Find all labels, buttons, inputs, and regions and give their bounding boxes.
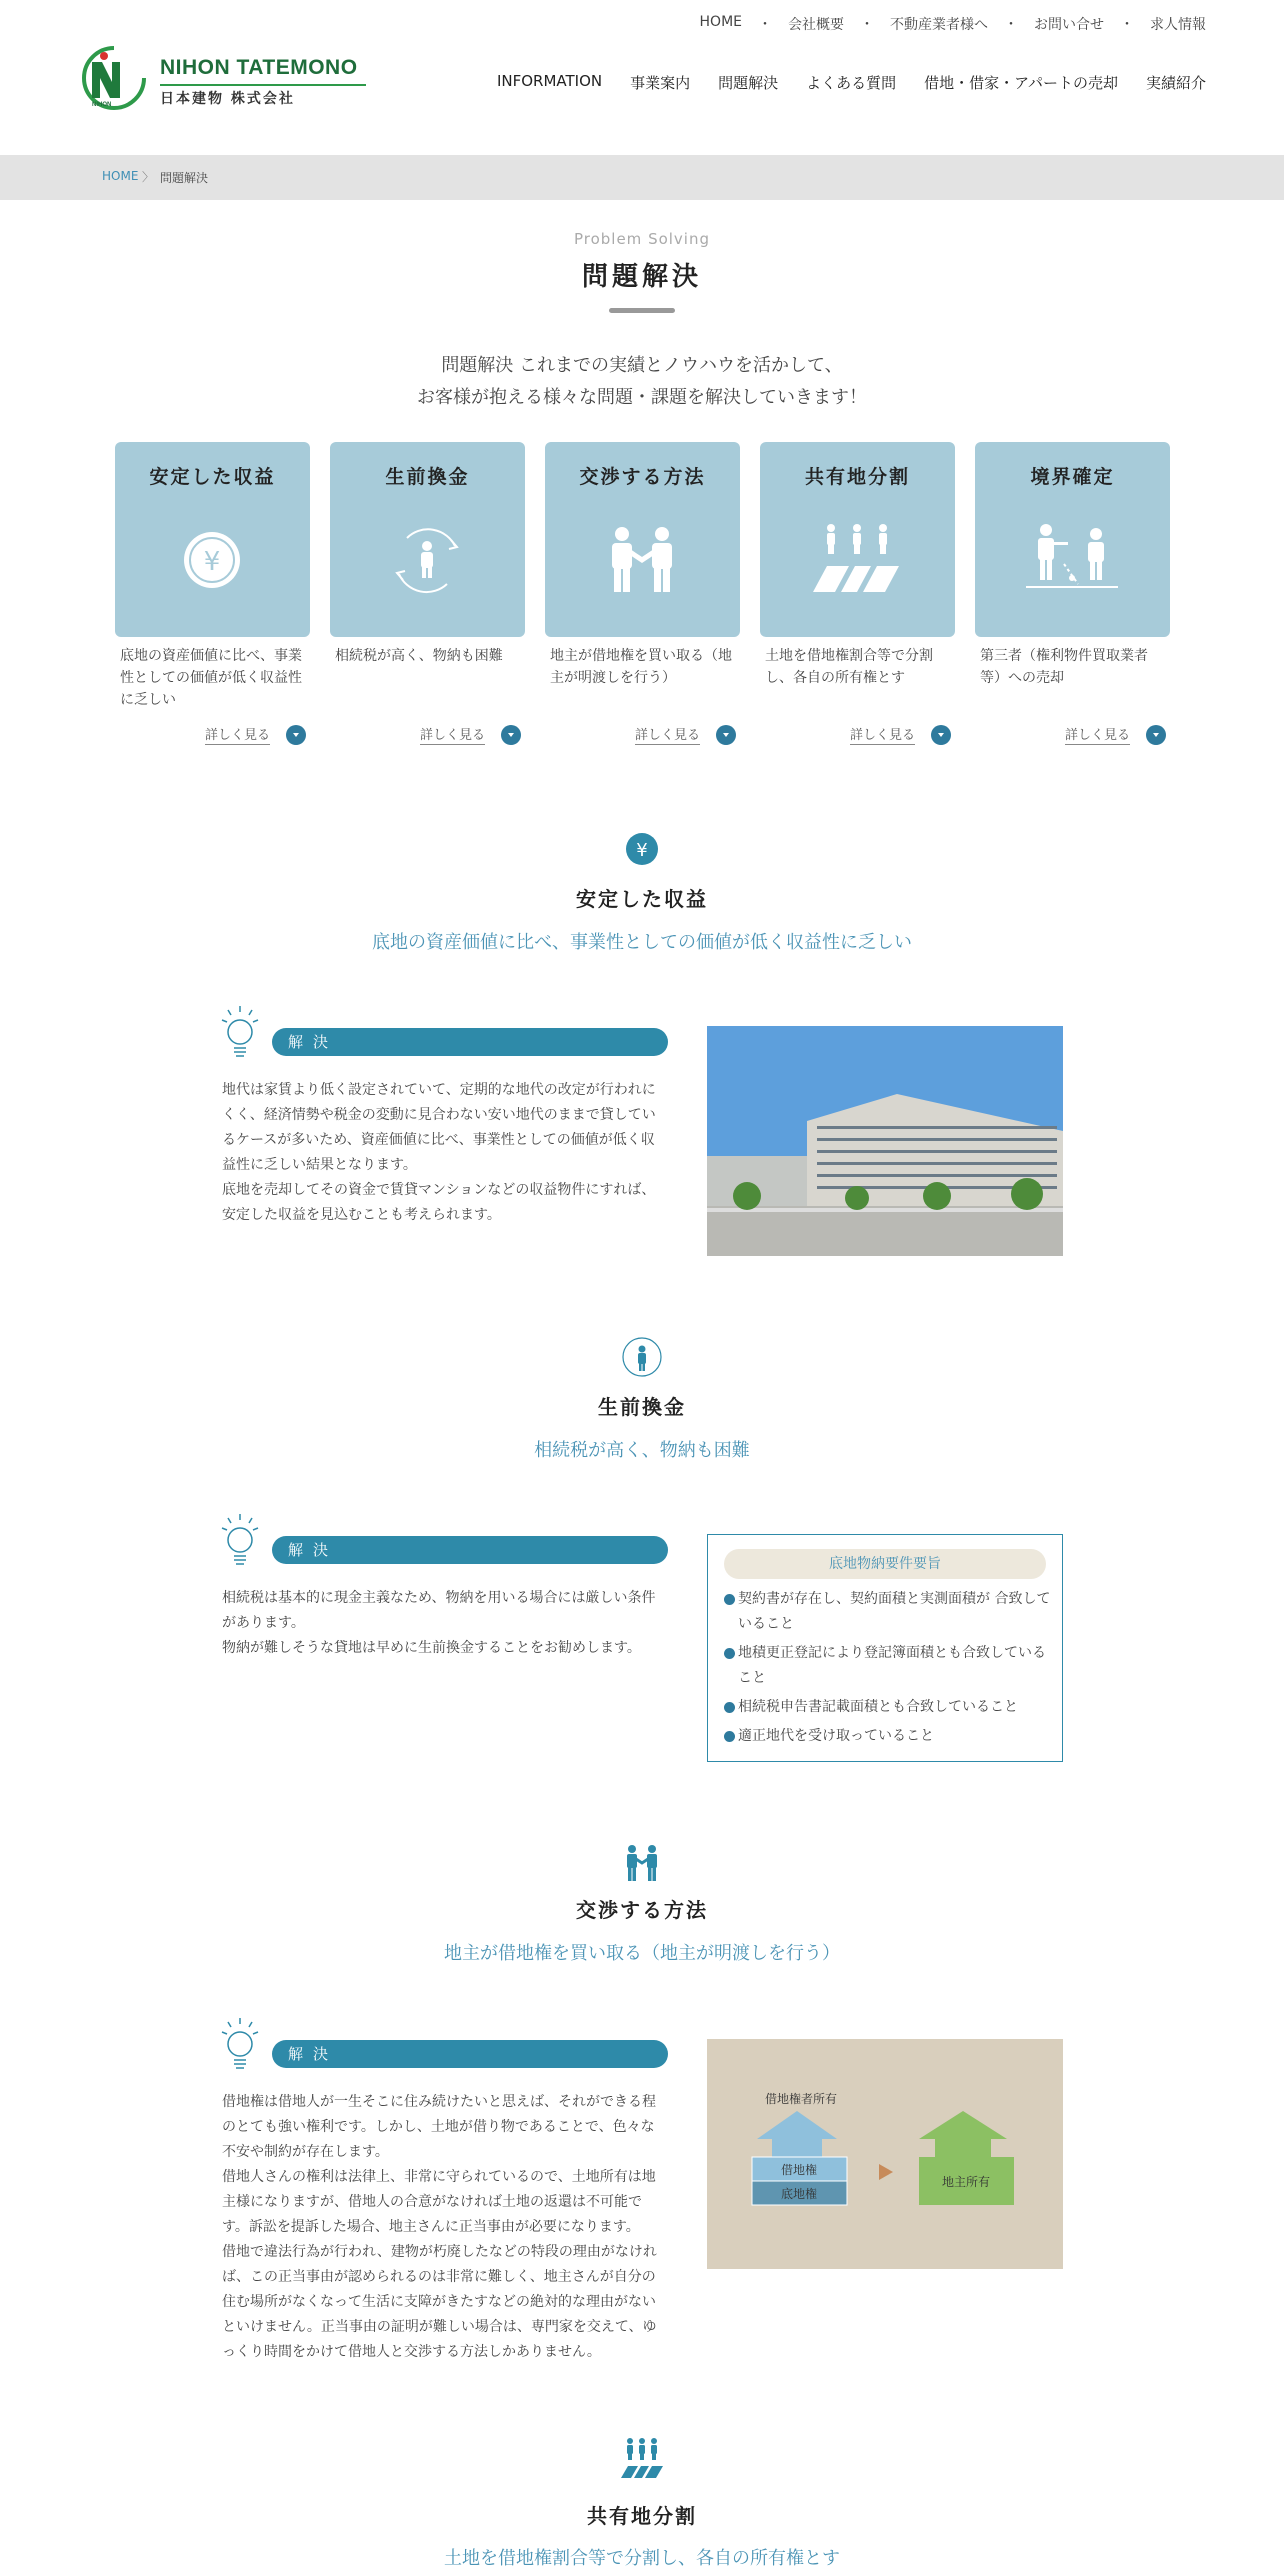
page-subtitle-en: Problem Solving	[573, 230, 711, 248]
card-shared-land[interactable]	[760, 442, 955, 743]
card-title: 交渉する方法	[579, 466, 706, 488]
card-image-box[interactable]	[975, 442, 1170, 637]
more-label[interactable]: 詳しく見る	[205, 724, 270, 745]
page-intro	[0, 350, 1284, 414]
title-underline	[609, 308, 675, 313]
nav-problem-solving[interactable]: 問題解決	[718, 74, 779, 92]
page-title: 問題解決	[581, 262, 702, 292]
diagram-lease-label: 借地権	[780, 2163, 818, 2177]
card-title: 共有地分割	[804, 466, 910, 488]
card-lifetime-cash[interactable]	[330, 442, 525, 743]
chevron-down-icon[interactable]	[931, 725, 951, 745]
card-more-link[interactable]	[205, 724, 306, 745]
util-nav-contact[interactable]: お問い合せ	[1034, 17, 1104, 33]
card-more-link[interactable]	[850, 724, 951, 745]
nav-faq[interactable]: よくある質問	[806, 74, 897, 92]
card-image-box[interactable]	[545, 442, 740, 637]
svg-text:¥: ¥	[636, 840, 648, 861]
main-nav	[497, 72, 1206, 93]
card-image-box[interactable]	[330, 442, 525, 637]
card-description: 底地の資産価値に比べ、事業性としての価値が低く収益性に乏しい	[120, 648, 302, 708]
list-item: 相続税申告書記載面積とも合致していること	[724, 1695, 1054, 1720]
handshake-icon	[617, 1840, 667, 1886]
solution-label: 解決	[272, 2040, 668, 2068]
diagram-owner-label: 借地権者所有	[765, 2092, 838, 2106]
intro-line-2: お客様が抱える様々な問題・課題を解決していきます！	[417, 387, 867, 408]
solution-text: 借地権は借地人が一生そこに住み続けたいと思えば、それができる程のとても強い権利です。しかし、土地が借り物であることで、色々な不安や制約が存在します。 借地人さんの権利は法律上、非常に守られているので、土地所有は地主様になりますが、借地人の合意がなければ土地の返還は不可能です。訴訟を提訴した場合、地主さんに正当事由が必要になります。 借地で違法行為が行われ、建物が朽廃したなどの特段の理由がなければ、この正当事由が認められるのは非常に難しく、地主さんが自分の住む場所がなくなって生活に支障がきたすなどの絶対的な理由がないといけません。正当事由の証明が難しい場合は、専門家を交えて、ゆっくり時間をかけて借地人と交渉する方法しかありません。	[222, 2094, 657, 2360]
util-nav-company[interactable]: 会社概要	[788, 17, 844, 33]
card-image-box[interactable]	[115, 442, 310, 637]
breadcrumb-separator: 〉	[142, 170, 155, 184]
nav-separator: ・	[758, 17, 772, 33]
person-cycle-icon	[377, 520, 477, 600]
chevron-down-icon[interactable]	[716, 725, 736, 745]
chevron-down-icon[interactable]	[501, 725, 521, 745]
yen-coin-icon	[162, 520, 262, 600]
card-description: 土地を借地権割合等で分割し、各自の所有権とす	[765, 648, 933, 686]
breadcrumb-current: 問題解決	[160, 171, 209, 185]
nav-separator: ・	[1120, 17, 1134, 33]
lightbulb-icon	[220, 1512, 260, 1572]
card-stable-income[interactable]	[115, 442, 310, 743]
svg-text:NIHON: NIHON	[92, 102, 112, 108]
land-split-icon	[807, 520, 907, 600]
requirements-box	[707, 1534, 1063, 1762]
util-nav-recruit[interactable]: 求人情報	[1150, 17, 1206, 33]
nav-information[interactable]: INFORMATION	[496, 72, 603, 90]
chevron-down-icon[interactable]	[1146, 725, 1166, 745]
solution-header	[220, 2028, 668, 2068]
section-title: 共有地分割	[587, 2504, 697, 2528]
card-more-link[interactable]	[1065, 724, 1166, 745]
nav-sale[interactable]: 借地・借家・アパートの売却	[924, 74, 1118, 92]
more-label[interactable]: 詳しく見る	[850, 724, 915, 745]
boundary-survey-icon	[1022, 520, 1122, 600]
util-nav-home[interactable]: HOME	[699, 14, 742, 30]
apartment-building-photo	[707, 1026, 1063, 1256]
section-subtitle: 土地を借地権割合等で分割し、各自の所有権とす	[444, 2548, 840, 2568]
svg-text:¥: ¥	[203, 547, 221, 577]
nav-separator: ・	[860, 17, 874, 33]
card-description: 地主が借地権を買い取る（地主が明渡しを行う）	[550, 648, 732, 686]
card-boundary[interactable]	[975, 442, 1170, 743]
solution-header	[220, 1524, 668, 1564]
section-subtitle: 底地の資産価値に比べ、事業性としての価値が低く収益性に乏しい	[372, 932, 912, 953]
leasehold-diagram	[707, 2039, 1063, 2269]
card-negotiation[interactable]	[545, 442, 740, 743]
card-image-box[interactable]	[760, 442, 955, 637]
card-more-link[interactable]	[635, 724, 736, 745]
nav-results[interactable]: 実績紹介	[1145, 74, 1206, 92]
section-title: 生前換金	[598, 1395, 686, 1419]
card-description: 相続税が高く、物納も困難	[335, 648, 503, 664]
nav-business[interactable]: 事業案内	[630, 74, 691, 92]
site-header	[0, 0, 1284, 155]
breadcrumb	[0, 155, 1284, 200]
list-item: 適正地代を受け取っていること	[724, 1724, 1054, 1749]
chevron-down-icon[interactable]	[286, 725, 306, 745]
more-label[interactable]: 詳しく見る	[635, 724, 700, 745]
solution-label: 解決	[272, 1536, 668, 1564]
section-subtitle: 地主が借地権を買い取る（地主が明渡しを行う）	[444, 1943, 840, 1964]
intro-line-1: 問題解決 これまでの実績とノウハウを活かして、	[441, 355, 843, 376]
solution-text: 地代は家賃より低く設定されていて、定期的な地代の改定が行われにくく、経済情勢や税金の変動に見合わない安い地代のままで貸しているケースが多いため、資産価値に比べ、事業性としての価値が低く収益性に乏しい結果となります。 底地を売却してその資金で賃貸マンションなどの収益物件にすれば、安定した収益を見込むことも考えられます。	[222, 1082, 656, 1223]
diagram-base-label: 底地権	[780, 2187, 818, 2201]
solution-text: 相続税は基本的に現金主義なため、物納を用いる場合には厳しい条件があります。 物納が難しそうな貸地は早めに生前換金することをお勧めします。	[222, 1590, 656, 1656]
solution-header	[220, 1016, 668, 1056]
list-item: 地積更正登記により登記簿面積とも合致していること	[724, 1641, 1054, 1691]
lightbulb-icon	[220, 2016, 260, 2076]
card-description: 第三者（権利物件買取業者等）への売却	[980, 648, 1148, 686]
section-subtitle: 相続税が高く、物納も困難	[534, 1440, 750, 1461]
list-item: 契約書が存在し、契約面積と実測面積が 合致していること	[724, 1587, 1054, 1637]
section-title: 交渉する方法	[576, 1898, 708, 1922]
util-nav-realtors[interactable]: 不動産業者様へ	[890, 17, 988, 33]
requirements-heading: 底地物納要件要旨	[724, 1549, 1046, 1579]
company-logo[interactable]	[78, 44, 368, 112]
breadcrumb-home[interactable]: HOME	[102, 169, 139, 183]
diagram-landowner-label: 地主所有	[941, 2175, 991, 2189]
utility-nav	[700, 14, 1206, 34]
solution-label: 解決	[272, 1028, 668, 1056]
card-title: 生前換金	[385, 466, 470, 488]
logo-mark-icon	[78, 44, 150, 112]
nav-separator: ・	[1004, 17, 1018, 33]
section-title: 安定した収益	[576, 887, 708, 911]
more-label[interactable]: 詳しく見る	[1065, 724, 1130, 745]
requirements-list	[724, 1587, 1054, 1753]
card-title: 境界確定	[1030, 466, 1115, 488]
handshake-icon	[592, 520, 692, 600]
more-label[interactable]: 詳しく見る	[420, 724, 485, 745]
person-cycle-icon	[617, 1334, 667, 1380]
logo-text-en: NIHON TATEMONO	[160, 56, 358, 79]
card-more-link[interactable]	[420, 724, 521, 745]
logo-underline	[160, 84, 366, 86]
land-split-icon	[617, 2436, 667, 2482]
card-title: 安定した収益	[149, 466, 276, 488]
logo-text-jp: 日本建物 株式会社	[160, 91, 295, 107]
yen-coin-icon	[617, 826, 667, 872]
lightbulb-icon	[220, 1004, 260, 1064]
